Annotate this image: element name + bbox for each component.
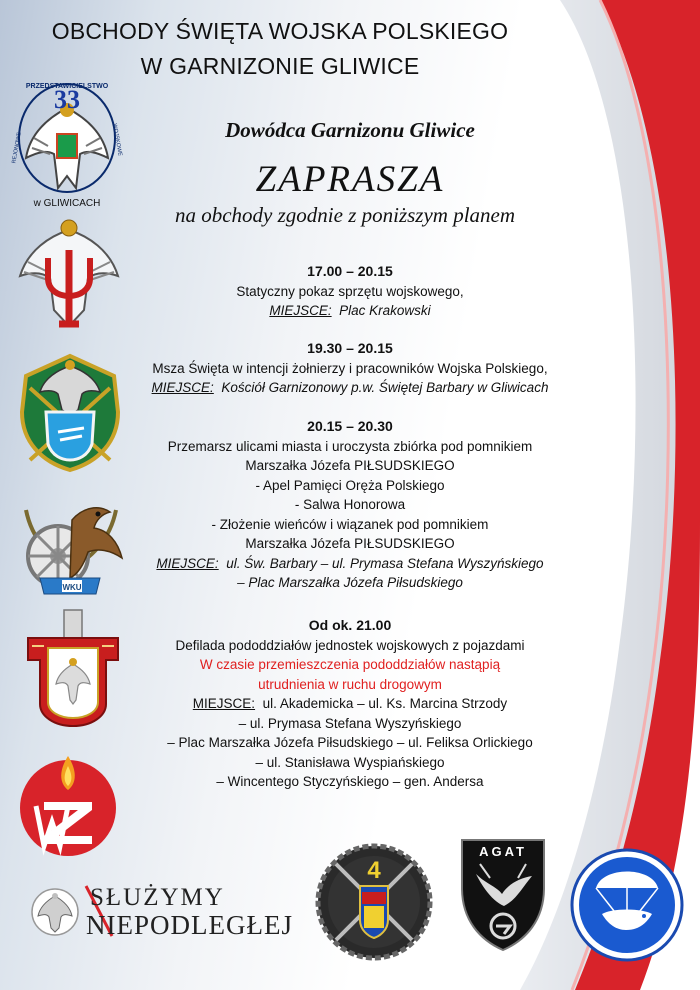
flame-zw-emblem-icon: [14, 750, 122, 862]
location-label: MIEJSCE:: [156, 555, 219, 571]
badge-number: 33: [54, 85, 80, 114]
location-text: ul. Akademicka – ul. Ks. Marcina Strzody: [262, 696, 508, 711]
location-label: MIEJSCE:: [192, 696, 256, 711]
brigade-4-round-emblem-icon: [314, 842, 434, 962]
paratrooper-round-emblem-icon: [566, 846, 688, 964]
green-shield-eagle-emblem-icon: [14, 352, 126, 474]
location-label: MIEJSCE:: [269, 303, 332, 318]
program-description: Statyczny pokaz sprzętu wojskowego,: [236, 283, 464, 299]
brigade-number: 4: [367, 857, 381, 884]
program-description: - Salwa Honorowa: [294, 497, 406, 512]
program-time: 19.30 – 20.15: [307, 340, 393, 356]
program-description: Przemarsz ulicami miasta i uroczysta zbiórka pod pomnikiem: [167, 438, 533, 454]
program-location-continued: – ul. Stanisława Wyspiańskiego: [255, 754, 445, 770]
program-time: Od ok. 21.00: [308, 617, 392, 633]
page-title-line-1: OBCHODY ŚWIĘTA WOJSKA POLSKIEGO: [51, 18, 509, 44]
badge-bottom-text: w GLIWICACH: [33, 198, 101, 209]
traffic-warning: W czasie przemieszczenia pododdziałów nastąpią: [199, 657, 501, 672]
badge-top-text: PRZEDSTAWICIELSTWO: [25, 83, 109, 90]
program-item: [110, 339, 590, 398]
program-description: Msza Święta w intencji żołnierzy i pracowników Wojska Polskiego,: [152, 360, 548, 376]
location-label: MIEJSCE:: [151, 380, 214, 395]
program-location-continued: – Plac Marszałka Józefa Piłsudskiego: [237, 575, 463, 590]
program-item: [110, 417, 590, 593]
program-item: [110, 262, 590, 321]
program-location: [110, 694, 590, 714]
program-time: 20.15 – 20.30: [307, 418, 393, 434]
traffic-warning: utrudnienia w ruchu drogowym: [258, 676, 442, 692]
eagle-psi-emblem-icon: [14, 214, 124, 332]
commander-line: Dowódca Garnizonu Gliwice: [225, 118, 475, 142]
program-location-continued: – ul. Prymasa Stefana Wyszyńskiego: [238, 715, 462, 731]
program-location: [110, 554, 590, 574]
program-description: Defilada pododdziałów jednostek wojskowych z pojazdami: [175, 637, 525, 653]
page-title-line-2: W GARNIZONIE GLIWICE: [140, 53, 420, 79]
program-location-continued: – Wincentego Styczyńskiego – gen. Andersa: [216, 774, 484, 789]
agat-shield-emblem-icon: [456, 834, 550, 954]
program-item: [110, 616, 590, 792]
program-location: [110, 378, 590, 398]
program-description: Marszałka Józefa PIŁSUDSKIEGO: [245, 536, 455, 551]
wku-gliwice-eagle-emblem-icon: [8, 78, 126, 210]
program-time: 17.00 – 20.15: [307, 263, 393, 279]
wku-label: WKU: [62, 583, 82, 592]
program-description: - Apel Pamięci Oręża Polskiego: [255, 477, 445, 493]
badge-left-text: REJONOWE: [11, 131, 23, 164]
slogan-line-2: NIEPODLEGŁEJ: [86, 910, 293, 940]
invitation-subtitle: na obchody zgodnie z poniższym planem: [174, 203, 516, 227]
agat-label: AGAT: [479, 844, 527, 859]
program-description: Marszałka Józefa PIŁSUDSKIEGO: [245, 458, 455, 473]
program-location: [110, 301, 590, 321]
cross-badge-emblem-icon: [22, 608, 124, 730]
badge-right-text: WOJSKOWE: [111, 123, 123, 157]
slogan-line-1: SŁUŻYMY: [90, 884, 225, 911]
eagle-wheel-wku-emblem-icon: [12, 490, 130, 606]
program-location-continued: – Plac Marszałka Józefa Piłsudskiego – ul. Feliksa Orlickiego: [167, 735, 533, 750]
polish-eagle-icon: [30, 886, 80, 938]
location-text: Kościół Garnizonowy p.w. Świętej Barbary w Gliwicach: [221, 380, 549, 395]
location-text: ul. Św. Barbary – ul. Prymasa Stefana Wyszyńskiego: [226, 555, 544, 571]
invitation-heading: ZAPRASZA: [255, 159, 445, 200]
program-description: - Złożenie wieńców i wiązanek pod pomnikiem: [211, 516, 489, 532]
location-text: Plac Krakowski: [339, 303, 431, 318]
sluzymy-niepodleglej-logo: [30, 880, 300, 940]
